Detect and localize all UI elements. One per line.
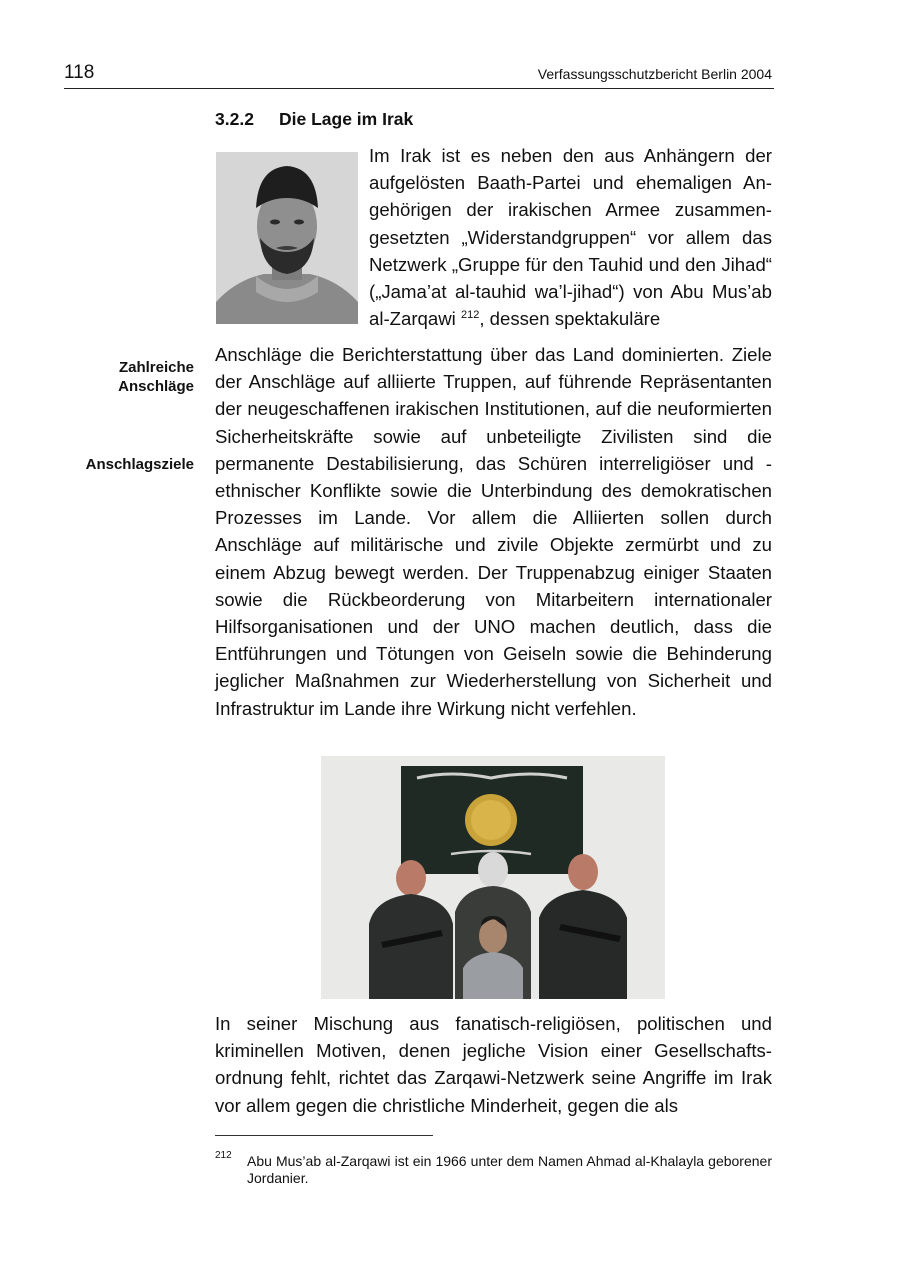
paragraph-attacks: Anschläge die Berichterstattung über das Land dominierten. Ziele der Anschläge auf alliierte Truppen, auf führende Repräsentanten der neugeschaffenen irakischen Institutionen, auf die neuformierten Sicherheitskräfte sowie auf unbeteiligte Zivilisten sind die permanente Destabilisierung, das Schüren interreligiöser und -ethnischer Konflikte sowie die Unterbindung des demokratischen Prozesses im Lande. Vor allem die Alliierten sollen durch Anschläge auf militärische und zivile Objekte zermürbt und zu einem Abzug bewegt werden. Der Truppenabzug einiger Staaten sowie die Rückbeorderung von Mitarbeitern internationaler Hilfsorganisationen und der UNO machen deutlich, dass die Entführungen und Tötungen von Geiseln sowie die Behinderung jeglicher Maßnahmen zur Wiederherstellung von Sicherheit und Infrastruktur im Lande ihre Wirkung nicht verfehlen. xyxy=(215,344,772,719)
section-number: 3.2.2 xyxy=(215,109,254,129)
footnote-mark: 212 xyxy=(215,1150,232,1161)
hostage-photo xyxy=(321,756,665,999)
portrait-illustration xyxy=(216,152,358,324)
footnote-separator xyxy=(215,1135,433,1136)
section-heading xyxy=(215,108,413,130)
margin-note-line: Anschlagsziele xyxy=(85,456,194,473)
page-header xyxy=(64,62,774,89)
hostage-illustration xyxy=(321,756,665,999)
running-title: Verfassungsschutzbericht Berlin 2004 xyxy=(537,66,772,82)
paragraph-zarqawi-network: In seiner Mischung aus fanatisch-religiösen, politischen und kriminellen Motiven, denen jegliche Vision einer Gesellschaftsordnung fehlt, richtet das Zarqawi-Netzwerk seine Angriffe im Irak vor allem gegen die christliche Minderheit, gegen die als xyxy=(215,1013,772,1116)
margin-note-anschlagsziele xyxy=(86,455,194,474)
section-title: Die Lage im Irak xyxy=(279,109,414,129)
footnote-text: Abu Mus’ab al-Zarqawi ist ein 1966 unter dem Namen Ahmad al-Khalayla geborener Jordanier. xyxy=(247,1153,772,1186)
margin-note-line: Anschläge xyxy=(118,378,194,395)
paragraph-intro-tail: , dessen spektakuläre xyxy=(479,308,661,330)
portrait-photo xyxy=(216,152,358,324)
page-number: 118 xyxy=(64,62,95,83)
margin-note-zahlreiche-anschlaege xyxy=(118,358,194,396)
paragraph-intro xyxy=(369,142,772,332)
margin-note-line: Zahlreiche xyxy=(118,359,194,376)
footnote-reference: 212 xyxy=(460,309,480,322)
paragraph-intro-text: Im Irak ist es neben den aus Anhängern der aufgelösten Baath-Partei und ehemaligen Angehörigen der irakischen Armee zusammengesetzten „Widerstandgruppen“ vor allem das Netzwerk „Gruppe für den Tauhid und den Jihad“ („Jama’at al-tauhid wa’l-jihad“) von Abu Mus’ab al-Zarqawi xyxy=(369,145,772,330)
